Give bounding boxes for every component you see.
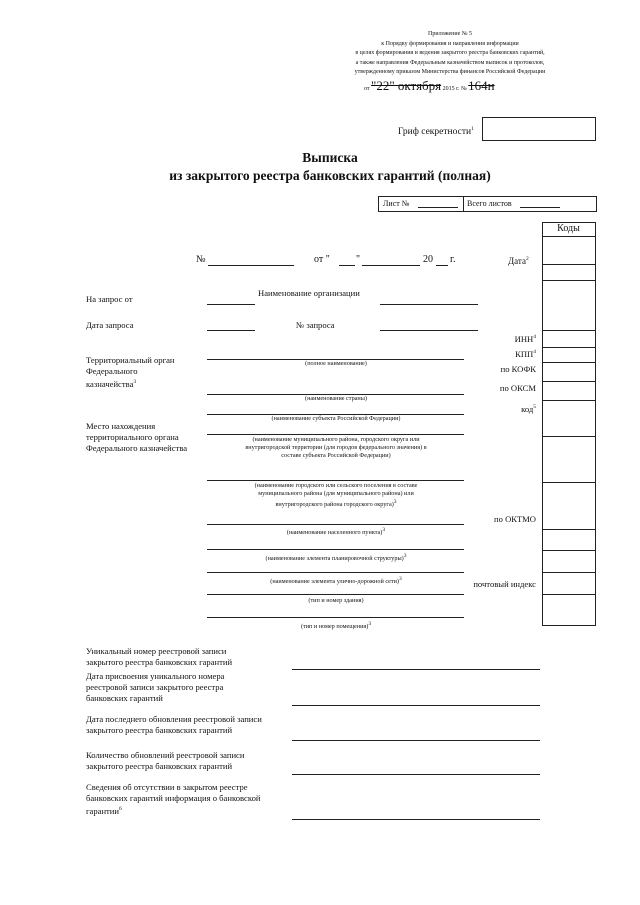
doc-month-field[interactable] <box>362 265 420 266</box>
absence-info-field[interactable] <box>292 819 540 820</box>
sheet-total-label: Всего листов <box>467 199 512 208</box>
org-name-label: Наименование организации <box>258 288 360 298</box>
order-year: 2015 г. <box>442 86 460 92</box>
update-count-label: Количество обновлений реестровой записи закрытого реестра банковских гарантий <box>86 750 245 771</box>
unique-number-field[interactable] <box>292 669 540 670</box>
planning-caption: (наименование элемента планировочной структуры)$^3$ <box>265 553 407 563</box>
assignment-date-field[interactable] <box>292 705 540 706</box>
municipality-field[interactable] <box>207 434 464 435</box>
room-caption: (тип и номер помещения)$^3$ <box>300 621 372 631</box>
doc-year-suffix: г. <box>450 254 456 265</box>
header-line: а также направления Федеральным казначейством выписок и протоколов, <box>355 59 545 66</box>
settlement-caption: (наименование городского или сельского поселения в составе муниципального района (для муниципального района) или внутригородского района городского округа)$^3$ <box>254 482 418 509</box>
building-caption: (тип и номер здания) <box>308 597 364 604</box>
territorial-label: Территориальный орган Федерального казначейства$^3$ <box>86 355 175 389</box>
street-caption: (наименование элемента улично-дорожной сети)$^3$ <box>270 576 402 586</box>
order-number: 164н <box>468 78 495 93</box>
secrecy-field[interactable] <box>482 117 596 141</box>
territorial-name-caption: (полное наименование) <box>305 360 367 367</box>
update-count-field[interactable] <box>292 774 540 775</box>
appendix-number: Приложение № 5 <box>428 31 472 37</box>
country-caption: (наименование страны) <box>305 395 367 402</box>
document-title: Выписка <box>302 150 358 165</box>
doc-year-prefix: 20 <box>423 254 433 265</box>
doc-day-field[interactable] <box>339 265 355 266</box>
request-date-field[interactable] <box>207 330 255 331</box>
order-date: "22" октября <box>371 78 442 93</box>
header-block <box>330 30 570 78</box>
last-update-field[interactable] <box>292 740 540 741</box>
assignment-date-label: Дата присвоения уникального номера реестровой записи закрытого реестра банковских гарантий <box>86 671 225 703</box>
subject-caption: (наименование субъекта Российской Федерации) <box>271 415 401 422</box>
last-update-label: Дата последнего обновления реестровой записи закрытого реестра банковских гарантий <box>86 714 262 735</box>
order-date-line <box>364 78 495 94</box>
location-label: Место нахождения территориального органа Федерального казначейства <box>86 421 188 453</box>
request-from-label: На запрос от <box>86 294 133 304</box>
doc-year-field[interactable] <box>436 265 448 266</box>
planning-field[interactable] <box>207 549 464 550</box>
doc-number-label: № <box>196 254 206 265</box>
postal-label: почтовый индекс <box>473 579 536 589</box>
request-number-label: № запроса <box>296 320 335 330</box>
absence-info-label: Сведения об отсутствии в закрытом реестре банковских гарантий информация о банковской гарантии$^6$ <box>86 782 261 816</box>
sheet-number-label: Лист № <box>383 199 410 208</box>
header-line: утвержденному приказом Министерства финансов Российской Федерации <box>354 69 546 75</box>
document-subtitle: из закрытого реестра банковских гарантий (полная) <box>169 168 491 183</box>
order-num-label: № <box>460 86 467 92</box>
codes-header: Коды <box>557 223 580 234</box>
doc-date-ot: от " <box>314 254 330 265</box>
locality-field[interactable] <box>207 524 464 525</box>
sheet-number-field[interactable] <box>418 207 458 208</box>
building-field[interactable] <box>207 594 464 595</box>
secrecy-label: Гриф секретности$^1$ <box>398 126 474 138</box>
oktmo-label: по ОКТМО <box>494 514 536 524</box>
settlement-field[interactable] <box>207 480 464 481</box>
kpp-label: КПП$^4$ <box>515 348 536 359</box>
header-line: в целях формирования и ведения закрытого реестра банковских гарантий, <box>355 50 545 56</box>
codes-column <box>542 222 596 626</box>
request-date-label: Дата запроса <box>86 320 134 330</box>
header-line: к Порядку формирования и направления информации <box>381 40 519 47</box>
municipality-caption: (наименование муниципального района, городского округа или внутригородской территории (для городов федерального значения) в составе субъекта Российской Федерации) <box>245 436 427 459</box>
doc-number-field[interactable] <box>208 265 294 266</box>
request-number-field[interactable] <box>380 330 478 331</box>
kofk-label: по КОФК <box>500 364 536 374</box>
oksm-label: по ОКСМ <box>499 383 536 393</box>
locality-caption: (наименование населенного пункта)$^3$ <box>286 527 386 537</box>
request-from-date-field[interactable] <box>207 304 255 305</box>
street-field[interactable] <box>207 572 464 573</box>
order-ot: от <box>364 86 370 92</box>
unique-number-label: Уникальный номер реестровой записи закрытого реестра банковских гарантий <box>86 646 233 667</box>
date-label: Дата$^2$ <box>508 256 529 266</box>
sheet-total-field[interactable] <box>520 207 560 208</box>
code-label: код$^5$ <box>521 403 536 414</box>
room-field[interactable] <box>207 617 464 618</box>
doc-quote-close: " <box>356 254 361 265</box>
inn-label: ИНН$^4$ <box>514 333 536 344</box>
org-name-field[interactable] <box>380 304 478 305</box>
